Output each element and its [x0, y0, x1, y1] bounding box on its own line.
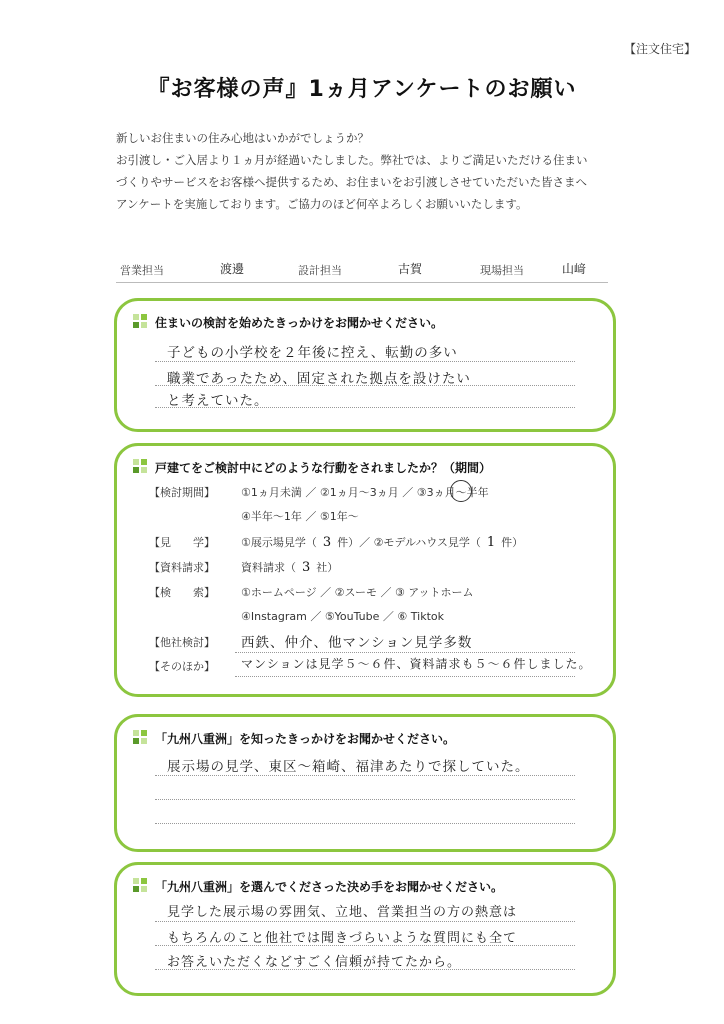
question-header [133, 877, 503, 895]
handwritten-answer: 職業であったため、固定された拠点を設けたい [167, 371, 471, 387]
docs-text: 社） [316, 561, 339, 574]
question-box-2 [114, 443, 616, 697]
selected-circle [450, 480, 472, 502]
handwritten-number: 3 [322, 535, 332, 550]
visit-text: ①展示場見学（ [241, 536, 317, 549]
docs-text: 資料請求（ [241, 561, 296, 574]
question-box-1 [114, 298, 616, 432]
page-title: 『お客様の声』1ヵ月アンケートのお願い [147, 77, 577, 102]
visit-text: 件） [501, 536, 524, 549]
question-header [133, 458, 491, 476]
handwritten-answer: 見学した展示場の雰囲気、立地、営業担当の方の熱意は [167, 905, 518, 920]
answer-line [235, 652, 575, 653]
site-name: 山﨑 [562, 262, 587, 276]
misc-label: 【そのほか】 [149, 660, 215, 673]
visit-label: 【見 学】 [149, 536, 215, 549]
design-name: 古賀 [398, 262, 423, 276]
answer-line [155, 921, 575, 922]
docs-label: 【資料請求】 [149, 561, 215, 574]
period-options: ④半年～1年 ／ ⑤1年～ [241, 510, 359, 523]
answer-line [155, 969, 575, 970]
intro-line: 新しいお住まいの住み心地はいかがでしょうか？ [116, 131, 369, 145]
question-text: 「九州八重洲」を選んでくださった決め手をお聞かせください。 [155, 879, 504, 894]
sales-name: 渡邊 [220, 262, 245, 276]
intro-line: づくりやサービスをお客様へ提供するため、お住まいをお引渡しさせていただいた皆さまへ [116, 175, 588, 189]
handwritten-answer: と考えていた。 [167, 393, 269, 409]
question-text: 戸建てをご検討中にどのような行動をされましたか？（期間） [155, 460, 492, 475]
question-text: 「九州八重洲」を知ったきっかけをお聞かせください。 [155, 731, 456, 746]
docs-options [241, 559, 338, 575]
handwritten-answer: マンションは見学５～６件、資料請求も５～６件しました。 [241, 657, 592, 671]
intro-line: お引渡し・ご入居より１ヵ月が経過いたしました。弊社では、よりご満足いただける住まい [116, 153, 588, 167]
green-squares-icon [133, 878, 149, 894]
period-options: ①1ヵ月未満 ／ ②1ヵ月～3ヵ月 ／ ③3ヵ月～半年 [241, 486, 489, 499]
handwritten-number: 1 [486, 535, 496, 550]
design-label: 設計担当 [298, 264, 342, 277]
question-text: 住まいの検討を始めたきっかけをお聞かせください。 [155, 315, 444, 330]
question-box-4 [114, 862, 616, 996]
answer-line [155, 823, 575, 824]
intro-line: アンケートを実施しております。ご協力のほど何卒よろしくお願いいたします。 [116, 197, 528, 211]
sales-label: 営業担当 [120, 264, 164, 277]
period-label: 【検討期間】 [149, 486, 215, 499]
answer-line [235, 676, 575, 677]
handwritten-answer: お答えいただくなどすごく信頼が持てたから。 [167, 955, 462, 970]
visit-text: 件）／ ②モデルハウス見学（ [337, 536, 481, 549]
search-options: ①ホームページ ／ ②スーモ ／ ③ アットホーム [241, 586, 474, 599]
search-label: 【検 索】 [149, 586, 215, 599]
question-box-3 [114, 714, 616, 852]
handwritten-number: 3 [302, 560, 311, 575]
intro-text [116, 127, 636, 215]
green-squares-icon [133, 730, 149, 746]
answer-line [155, 361, 575, 362]
other-label: 【他社検討】 [149, 636, 215, 649]
green-squares-icon [133, 314, 149, 330]
staff-row [116, 256, 608, 283]
handwritten-answer: もちろんのこと他社では聞きづらいような質問にも全て [167, 931, 518, 946]
green-squares-icon [133, 459, 149, 475]
handwritten-answer: 子どもの小学校を２年後に控え、転勤の多い [167, 345, 458, 361]
house-type-tag: 【注文住宅】 [623, 42, 696, 56]
question-header [133, 313, 443, 331]
handwritten-answer: 展示場の見学、東区～箱崎、福津あたりで探していた。 [167, 759, 530, 775]
answer-line [155, 799, 575, 800]
search-options: ④Instagram ／ ⑤YouTube ／ ⑥ Tiktok [241, 610, 444, 623]
site-label: 現場担当 [480, 264, 524, 277]
handwritten-answer: 西鉄、仲介、他マンション見学多数 [241, 635, 473, 651]
answer-line [155, 775, 575, 776]
answer-line [155, 945, 575, 946]
question-header [133, 729, 455, 747]
answer-line [155, 407, 575, 408]
visit-options [241, 534, 523, 550]
answer-line [155, 385, 575, 386]
